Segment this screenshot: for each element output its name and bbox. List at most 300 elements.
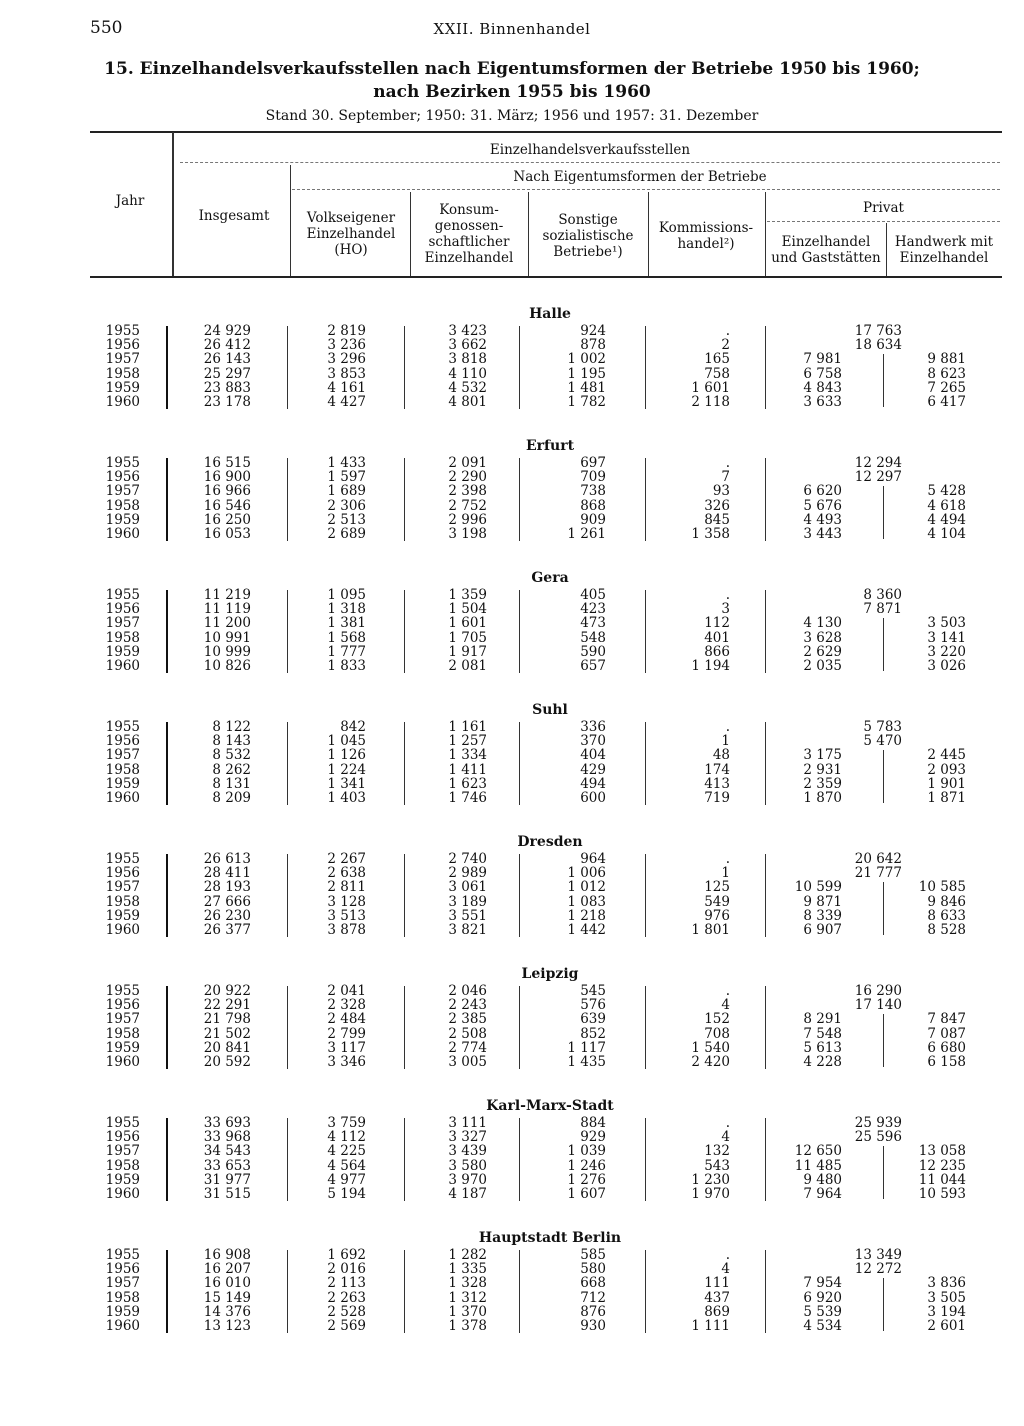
cell-konsum: 1 504 [448,601,487,618]
cell-ho: 1 341 [327,775,366,792]
table-row [0,324,1024,338]
cell-priv-hw: 11 044 [918,1171,966,1188]
table-row [0,1055,1024,1069]
cell-priv-einzel: 7 981 [803,351,842,368]
cell-priv-einzel: 5 613 [803,1039,842,1056]
table-row [0,1262,1024,1276]
cell-ins: 16 250 [203,511,251,528]
cell-konsum: 2 508 [448,1025,487,1042]
table-row [0,1159,1024,1173]
cell-ho: 2 041 [327,983,366,999]
cell-komm: 869 [704,1303,730,1320]
cell-ins: 16 053 [203,525,251,542]
cell-ins: 14 376 [203,1303,251,1320]
cell-komm: 132 [704,1143,730,1160]
cell-ho: 2 638 [327,865,366,882]
table-row [0,499,1024,513]
cell-komm: . [725,455,730,471]
cell-priv-einzel: 1 870 [803,789,842,806]
cell-komm: . [725,983,730,999]
cell-privat-combined: 25 596 [854,1129,902,1146]
cell-komm: 1 970 [691,1185,730,1202]
cell-year: 1957 [105,615,140,632]
cell-konsum: 2 081 [448,657,487,674]
table-row [0,998,1024,1012]
table-title-line1: 15. Einzelhandelsverkaufsstellen nach Eigentumsformen der Betriebe 1950 bis 1960; [104,59,920,79]
cell-konsum: 1 334 [448,747,487,764]
cell-year: 1958 [105,365,140,382]
cell-sonst: 878 [580,337,606,354]
cell-sonst: 405 [580,587,606,603]
cell-year: 1959 [105,907,140,924]
table-row [0,763,1024,777]
cell-sonst: 1 782 [567,393,606,410]
cell-komm: 976 [704,907,730,924]
cell-priv-hw: 10 585 [918,879,966,896]
table-row [0,1319,1024,1333]
cell-year: 1958 [105,1157,140,1174]
cell-ins: 16 900 [203,469,251,486]
cell-year: 1955 [105,983,140,999]
cell-year: 1957 [105,1143,140,1160]
cell-komm: 758 [704,365,730,382]
cell-year: 1956 [105,1129,140,1146]
section-hauptstadt-berlin [0,1230,1024,1342]
cell-ho: 1 095 [327,587,366,603]
cell-konsum: 2 398 [448,483,487,500]
table-row [0,1291,1024,1305]
cell-ins: 16 207 [203,1261,251,1278]
cell-year: 1960 [105,1185,140,1202]
cell-konsum: 2 989 [448,865,487,882]
cell-ins: 22 291 [203,997,251,1014]
page-number: 550 [90,18,123,38]
header-sonstige: Sonstige sozialistische Betriebe¹) [542,212,634,260]
cell-ho: 3 346 [327,1053,366,1070]
cell-komm: 174 [704,761,730,778]
cell-ins: 24 929 [203,323,251,339]
header-ho: Volkseigener Einzelhandel (HO) [306,210,396,258]
cell-priv-hw: 13 058 [918,1143,966,1160]
cell-ho: 2 799 [327,1025,366,1042]
cell-komm: 1 601 [691,379,730,396]
cell-ins: 20 841 [203,1039,251,1056]
table-row [0,513,1024,527]
cell-priv-einzel: 11 485 [794,1157,842,1174]
cell-komm: 4 [721,1129,730,1146]
cell-konsum: 1 359 [448,587,487,603]
table-row [0,880,1024,894]
section-halle [0,306,1024,418]
cell-year: 1956 [105,997,140,1014]
cell-komm: 4 [721,1261,730,1278]
cell-ho: 1 381 [327,615,366,632]
bezirk-name: Halle [529,306,571,322]
cell-ho: 4 112 [327,1129,366,1146]
header-privat-handwerk: Handwerk mit Einzelhandel [894,234,994,266]
cell-komm: 2 420 [691,1053,730,1070]
section-erfurt [0,438,1024,550]
cell-komm: 4 [721,997,730,1014]
cell-year: 1959 [105,1171,140,1188]
cell-ins: 8 209 [212,789,251,806]
cell-sonst: 429 [580,761,606,778]
cell-ins: 28 411 [203,865,251,882]
cell-sonst: 370 [580,733,606,750]
cell-ho: 2 569 [327,1317,366,1334]
cell-ho: 1 126 [327,747,366,764]
cell-ho: 5 194 [327,1185,366,1202]
cell-ins: 16 966 [203,483,251,500]
cell-privat-combined: 8 360 [863,587,902,603]
cell-priv-einzel: 2 629 [803,643,842,660]
table-row [0,588,1024,602]
cell-konsum: 2 752 [448,497,487,514]
cell-ho: 1 689 [327,483,366,500]
cell-komm: 543 [704,1157,730,1174]
cell-sonst: 1 442 [567,921,606,938]
header-top-rule [90,131,1002,133]
cell-konsum: 4 110 [448,365,487,382]
table-row [0,1187,1024,1201]
cell-sonst: 545 [580,983,606,999]
cell-year: 1959 [105,511,140,528]
cell-year: 1955 [105,1115,140,1131]
cell-ins: 23 883 [203,379,251,396]
cell-ho: 2 484 [327,1011,366,1028]
cell-priv-einzel: 2 035 [803,657,842,674]
table-row [0,352,1024,366]
cell-year: 1957 [105,879,140,896]
cell-komm: 1 [721,733,730,750]
table-row [0,631,1024,645]
cell-year: 1958 [105,1025,140,1042]
cell-konsum: 2 243 [448,997,487,1014]
cell-ins: 8 143 [212,733,251,750]
cell-year: 1955 [105,1247,140,1263]
cell-priv-hw: 12 235 [918,1157,966,1174]
cell-sonst: 668 [580,1275,606,1292]
cell-year: 1955 [105,719,140,735]
cell-komm: 93 [712,483,730,500]
cell-konsum: 1 257 [448,733,487,750]
cell-konsum: 1 705 [448,629,487,646]
cell-konsum: 4 801 [448,393,487,410]
cell-konsum: 1 282 [448,1247,487,1263]
bezirk-name: Karl-Marx-Stadt [486,1098,614,1114]
cell-ins: 23 178 [203,393,251,410]
cell-priv-hw: 8 633 [927,907,966,924]
cell-year: 1957 [105,483,140,500]
cell-sonst: 964 [580,851,606,867]
cell-ho: 2 689 [327,525,366,542]
cell-sonst: 580 [580,1261,606,1278]
cell-year: 1958 [105,1289,140,1306]
cell-sonst: 336 [580,719,606,735]
cell-komm: 112 [704,615,730,632]
cell-privat-combined: 7 871 [863,601,902,618]
cell-ins: 26 412 [203,337,251,354]
cell-sonst: 600 [580,789,606,806]
cell-sonst: 585 [580,1247,606,1263]
table-row [0,791,1024,805]
cell-ins: 11 119 [203,601,251,618]
cell-priv-hw: 3 836 [927,1275,966,1292]
cell-priv-hw: 2 093 [927,761,966,778]
cell-komm: 1 111 [691,1317,730,1334]
cell-sonst: 884 [580,1115,606,1131]
cell-priv-hw: 2 445 [927,747,966,764]
cell-year: 1955 [105,455,140,471]
cell-komm: 1 194 [691,657,730,674]
cell-ho: 3 128 [327,893,366,910]
table-row [0,852,1024,866]
cell-ins: 8 262 [212,761,251,778]
cell-sonst: 1 117 [567,1039,606,1056]
cell-ho: 3 513 [327,907,366,924]
cell-konsum: 2 996 [448,511,487,528]
cell-konsum: 2 046 [448,983,487,999]
cell-ins: 27 666 [203,893,251,910]
cell-priv-hw: 1 901 [927,775,966,792]
cell-privat-combined: 13 349 [854,1247,902,1263]
cell-priv-einzel: 3 175 [803,747,842,764]
cell-priv-einzel: 7 548 [803,1025,842,1042]
cell-priv-hw: 3 026 [927,657,966,674]
cell-komm: 165 [704,351,730,368]
table-row [0,748,1024,762]
cell-priv-hw: 8 528 [927,921,966,938]
cell-komm: 152 [704,1011,730,1028]
cell-year: 1956 [105,733,140,750]
cell-konsum: 1 378 [448,1317,487,1334]
table-row [0,734,1024,748]
cell-ins: 11 200 [203,615,251,632]
cell-sonst: 909 [580,511,606,528]
table-row [0,1012,1024,1026]
cell-year: 1960 [105,525,140,542]
cell-priv-einzel: 3 443 [803,525,842,542]
cell-konsum: 1 623 [448,775,487,792]
cell-ho: 1 692 [327,1247,366,1263]
cell-komm: 1 801 [691,921,730,938]
header-eigentumsformen: Nach Eigentumsformen der Betriebe [513,169,767,185]
cell-year: 1959 [105,643,140,660]
cell-priv-hw: 6 417 [927,393,966,410]
header-konsum: Konsum-genossen-schaftlicher Einzelhandel [424,202,514,266]
cell-konsum: 4 187 [448,1185,487,1202]
header-divider-insgesamt [290,165,291,276]
cell-sonst: 590 [580,643,606,660]
cell-sonst: 712 [580,1289,606,1306]
cell-ho: 2 016 [327,1261,366,1278]
cell-year: 1956 [105,865,140,882]
cell-komm: 2 118 [691,393,730,410]
cell-priv-einzel: 6 620 [803,483,842,500]
cell-ins: 8 122 [212,719,251,735]
cell-konsum: 3 551 [448,907,487,924]
cell-komm: 1 540 [691,1039,730,1056]
cell-privat-combined: 16 290 [854,983,902,999]
cell-konsum: 3 061 [448,879,487,896]
cell-sonst: 404 [580,747,606,764]
cell-priv-einzel: 6 920 [803,1289,842,1306]
cell-year: 1955 [105,587,140,603]
cell-year: 1957 [105,351,140,368]
table-row [0,616,1024,630]
cell-priv-hw: 5 428 [927,483,966,500]
cell-year: 1956 [105,337,140,354]
table-row [0,645,1024,659]
bezirk-name: Dresden [517,834,583,850]
cell-ins: 8 532 [212,747,251,764]
section-suhl [0,702,1024,814]
cell-konsum: 4 532 [448,379,487,396]
cell-year: 1958 [105,761,140,778]
cell-ins: 8 131 [212,775,251,792]
cell-sonst: 709 [580,469,606,486]
header-insgesamt: Insgesamt [198,208,270,224]
cell-ho: 2 113 [327,1275,366,1292]
cell-komm: 1 358 [691,525,730,542]
cell-konsum: 1 917 [448,643,487,660]
cell-year: 1960 [105,789,140,806]
cell-ho: 1 318 [327,601,366,618]
cell-priv-hw: 2 601 [927,1317,966,1334]
cell-konsum: 3 970 [448,1171,487,1188]
cell-ins: 26 613 [203,851,251,867]
cell-priv-einzel: 4 130 [803,615,842,632]
cell-year: 1960 [105,1053,140,1070]
cell-sonst: 473 [580,615,606,632]
table-row [0,777,1024,791]
table-row [0,1173,1024,1187]
cell-konsum: 1 161 [448,719,487,735]
cell-priv-hw: 3 220 [927,643,966,660]
cell-ins: 16 546 [203,497,251,514]
cell-sonst: 1 002 [567,351,606,368]
running-head: XXII. Binnenhandel [433,20,591,38]
table-row [0,602,1024,616]
cell-ho: 3 236 [327,337,366,354]
cell-sonst: 852 [580,1025,606,1042]
cell-sonst: 1 195 [567,365,606,382]
cell-priv-hw: 9 881 [927,351,966,368]
cell-komm: 326 [704,497,730,514]
cell-komm: 111 [704,1275,730,1292]
cell-sonst: 657 [580,657,606,674]
cell-privat-combined: 17 763 [854,323,902,339]
table-row [0,381,1024,395]
cell-year: 1959 [105,1303,140,1320]
cell-priv-einzel: 9 480 [803,1171,842,1188]
cell-konsum: 1 328 [448,1275,487,1292]
cell-year: 1960 [105,393,140,410]
section-karl-marx-stadt [0,1098,1024,1210]
header-jahr: Jahr [115,193,145,209]
cell-konsum: 1 335 [448,1261,487,1278]
header-rule-2 [292,189,1000,190]
cell-sonst: 423 [580,601,606,618]
cell-ins: 28 193 [203,879,251,896]
cell-sonst: 1 012 [567,879,606,896]
cell-sonst: 1 246 [567,1157,606,1174]
cell-ins: 26 377 [203,921,251,938]
cell-priv-hw: 4 618 [927,497,966,514]
cell-komm: 866 [704,643,730,660]
cell-ins: 21 798 [203,1011,251,1028]
cell-priv-einzel: 12 650 [794,1143,842,1160]
cell-priv-einzel: 2 359 [803,775,842,792]
cell-priv-einzel: 6 907 [803,921,842,938]
cell-privat-combined: 12 272 [854,1261,902,1278]
cell-konsum: 3 662 [448,337,487,354]
cell-ins: 15 149 [203,1289,251,1306]
cell-konsum: 3 821 [448,921,487,938]
cell-ins: 31 515 [203,1185,251,1202]
cell-ins: 33 653 [203,1157,251,1174]
cell-priv-einzel: 5 539 [803,1303,842,1320]
cell-konsum: 3 818 [448,351,487,368]
table-title [0,58,1024,104]
cell-priv-einzel: 8 339 [803,907,842,924]
cell-sonst: 576 [580,997,606,1014]
cell-ho: 4 161 [327,379,366,396]
cell-ins: 25 297 [203,365,251,382]
cell-konsum: 3 198 [448,525,487,542]
cell-konsum: 3 189 [448,893,487,910]
cell-ins: 16 908 [203,1247,251,1263]
cell-priv-hw: 7 265 [927,379,966,396]
cell-sonst: 929 [580,1129,606,1146]
table-row [0,456,1024,470]
cell-privat-combined: 5 783 [863,719,902,735]
cell-ho: 2 513 [327,511,366,528]
cell-konsum: 3 327 [448,1129,487,1146]
cell-komm: 413 [704,775,730,792]
cell-year: 1960 [105,657,140,674]
header-rule-1 [180,162,1000,163]
section-gera [0,570,1024,682]
cell-ho: 2 528 [327,1303,366,1320]
cell-priv-einzel: 9 871 [803,893,842,910]
table-row [0,984,1024,998]
cell-year: 1956 [105,1261,140,1278]
cell-sonst: 639 [580,1011,606,1028]
cell-ho: 4 427 [327,393,366,410]
header-privat-einzelhandel: Einzelhandel und Gaststätten [771,234,881,266]
cell-ins: 33 693 [203,1115,251,1131]
table-row [0,895,1024,909]
cell-priv-einzel: 7 964 [803,1185,842,1202]
cell-sonst: 1 481 [567,379,606,396]
table-row [0,1276,1024,1290]
cell-year: 1958 [105,497,140,514]
cell-komm: 7 [721,469,730,486]
cell-priv-hw: 3 503 [927,615,966,632]
header-rule-privat [767,221,1000,222]
table-row [0,527,1024,541]
cell-konsum: 2 740 [448,851,487,867]
cell-privat-combined: 12 297 [854,469,902,486]
cell-ho: 4 225 [327,1143,366,1160]
table-row [0,866,1024,880]
bezirk-name: Suhl [532,702,568,718]
cell-ins: 10 991 [203,629,251,646]
cell-komm: 48 [712,747,730,764]
table-row [0,1027,1024,1041]
cell-sonst: 494 [580,775,606,792]
